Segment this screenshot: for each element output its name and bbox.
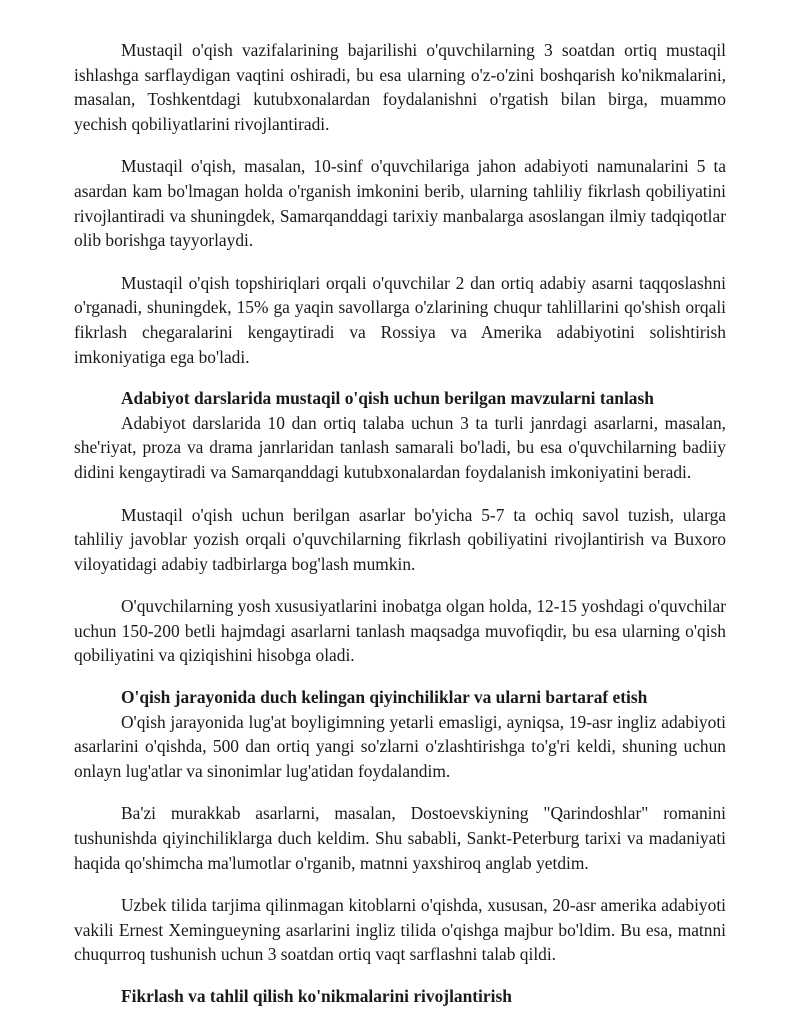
- paragraph-8: Ba'zi murakkab asarlarni, masalan, Dostoevskiyning "Qarindoshlar" romanini tushunishda qiyinchiliklarga duch keldim. Shu sababli, Sankt-Peterburg tarixi va madaniyati haqida qo'shimcha ma'lumotlar o'rganib, matnni yaxshiroq anglab yetdim.: [74, 803, 726, 873]
- section-heading-topic-selection: Adabiyot darslarida mustaqil o'qish uchun berilgan mavzularni tanlash: [121, 388, 654, 409]
- paragraph-7: O'qish jarayonida lug'at boyligimning yetarli emasligi, ayniqsa, 19-asr ingliz adabiyoti asarlarini o'qishda, 500 dan ortiq yangi so'zlarni o'zlashtirishga to'g'ri keldi, shuning uchun onlayn lug'atlar va sinonimlar lug'atidan foydalandim.: [74, 711, 726, 781]
- section-heading-thinking-skills: Fikrlash va tahlil qilish ko'nikmalarini rivojlantirish: [121, 986, 512, 1006]
- paragraph-1: Mustaqil o'qish vazifalarining bajarilishi o'quvchilarning 3 soatdan ortiq mustaqil ishlashga sarflaydigan vaqtini oshiradi, bu esa ularning o'z-o'zini boshqarish ko'nikmalarini, masalan, Toshkentdagi kutubxonalardan foydalanishni o'rgatish bilan birga, muammo yechish qobiliyatlarini rivojlantiradi.: [74, 40, 726, 134]
- paragraph-3: Mustaqil o'qish topshiriqlari orqali o'quvchilar 2 dan ortiq adabiy asarni taqqoslashni o'rganadi, shuningdek, 15% ga yaqin savollarga o'zlarining chuqur tahlillarini qo'shish orqali fikrlash chegaralarini kengaytiradi va Rossiya va Amerika adabiyotini solishtirish imkoniyatiga ega bo'ladi.: [74, 272, 726, 367]
- paragraph-9: Uzbek tilida tarjima qilinmagan kitoblarni o'qishda, xususan, 20-asr amerika adabiyoti vakili Ernest Xemingueyning asarlarini ingliz tilida o'qishga majbur bo'ldim. Bu esa, matnni chuqurroq tushunish uchun 3 soatdan ortiq vaqt sarflashni talab qildi.: [74, 895, 726, 965]
- paragraph-2: Mustaqil o'qish, masalan, 10-sinf o'quvchilariga jahon adabiyoti namunalarini 5 ta asardan kam bo'lmagan holda o'rganish imkonini berib, ularning tahliliy fikrlash qobiliyatini rivojlantiradi va shuningdek, Samarqanddagi tarixiy manbalarga asoslangan ilmiy tadqiqotlar olib borishga tayyorlaydi.: [74, 156, 726, 251]
- section-heading-reading-difficulties: O'qish jarayonida duch kelingan qiyinchiliklar va ularni bartaraf etish: [121, 687, 648, 708]
- paragraph-5: Mustaqil o'qish uchun berilgan asarlar bo'yicha 5-7 ta ochiq savol tuzish, ularga tahliliy javoblar yozish orqali o'quvchilarning fikrlash qobiliyatini rivojlantirish va Buxoro viloyatidagi adabiy tadbirlarga bog'lash mumkin.: [74, 504, 726, 574]
- paragraph-6: O'quvchilarning yosh xususiyatlarini inobatga olgan holda, 12-15 yoshdagi o'quvchilar uchun 150-200 betli hajmdagi asarlarni tanlash maqsadga muvofiqdir, bu esa ularning o'qish qobiliyatini va qiziqishini hisobga oladi.: [74, 596, 726, 666]
- paragraph-4: Adabiyot darslarida 10 dan ortiq talaba uchun 3 ta turli janrdagi asarlarni, masalan, she'riyat, proza va drama janrlaridan tanlash samarali bo'ladi, bu esa o'quvchilarning badiiy didini kengaytiradi va Samarqanddagi kutubxonalardan foydalanish imkoniyatini beradi.: [74, 412, 726, 482]
